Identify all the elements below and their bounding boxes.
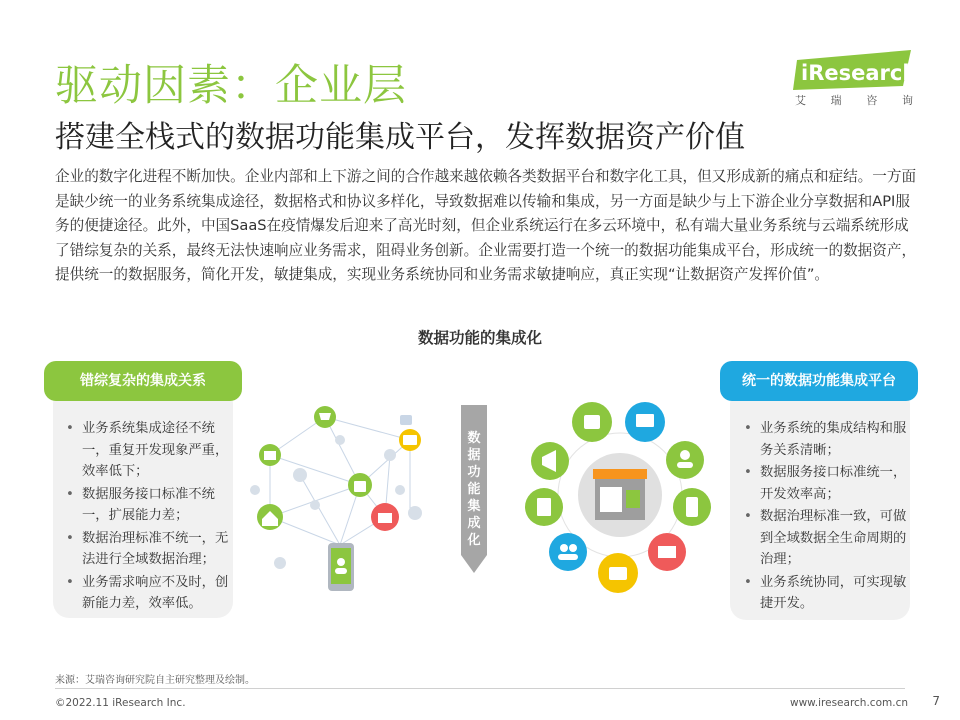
left-list bbox=[62, 418, 232, 616]
integration-ring-illustration bbox=[520, 395, 720, 595]
network-illustration bbox=[240, 395, 430, 595]
logo-cn: 艾 瑞 咨 询 bbox=[795, 94, 913, 107]
logo-text: iResearch bbox=[801, 61, 918, 85]
page-subtitle: 搭建全栈式的数据功能集成平台，发挥数据资产价值 bbox=[55, 120, 745, 155]
copyright: ©2022.11 iResearch Inc. bbox=[55, 697, 186, 709]
list-item: • 业务系统集成途径不统一，重复开发现象严重，效率低下； bbox=[62, 418, 232, 483]
footer-divider bbox=[55, 688, 905, 689]
right-list bbox=[740, 418, 908, 616]
list-item: • 数据服务接口标准统一，开发效率高； bbox=[740, 462, 908, 505]
right-tag: 统一的数据功能集成平台 bbox=[720, 361, 918, 401]
list-item: • 业务系统协同，可实现敏捷开发。 bbox=[740, 572, 908, 615]
list-item: • 数据治理标准不统一，无法进行全域数据治理； bbox=[62, 528, 232, 571]
people-icon bbox=[549, 533, 587, 571]
list-item: • 数据治理标准一致，可做到全域数据全生命周期的治理； bbox=[740, 506, 908, 571]
page-title: 驱动因素：企业层 bbox=[55, 61, 407, 111]
page-number: 7 bbox=[932, 694, 940, 708]
website-link[interactable]: www.iresearch.com.cn bbox=[789, 697, 908, 709]
list-item: • 业务系统的集成结构和服务关系清晰； bbox=[740, 418, 908, 461]
source-note: 来源：艾瑞咨询研究院自主研究整理及绘制。 bbox=[55, 675, 255, 686]
diagram-title: 数据功能的集成化 bbox=[417, 329, 542, 347]
arrow-label: 数 据 功 能 集 成 化 bbox=[467, 431, 481, 548]
body-paragraph: 企业的数字化进程不断加快。企业内部和上下游之间的合作越来越依赖各类数据平台和数字化工具，但又形成新的痛点和症结。一方面是缺少统一的业务系统集成途径，数据格式和协议多样化，导致数据难以传输和集成，另一方面是缺少与上下游企业分享数据和API服务的便捷途径。此外，中国SaaS在疫情爆发后迎来了高光时刻，但企业系统运行在多云环境中，私有端大量业务系统与云端系统形成了错综复杂的关系，最终无法快速响应业务需求，阻碍业务创新。企业需要打造一个统一的数据功能集成平台，形成统一的数据资产，提供统一的数据服务，简化开发，敏捷集成，实现业务系统协同和业务需求敏捷响应，真正实现“让数据资产发挥价值”。 bbox=[55, 168, 917, 284]
left-tag: 错综复杂的集成关系 bbox=[44, 361, 242, 401]
list-item: • 业务需求响应不及时，创新能力差，效率低。 bbox=[62, 572, 232, 615]
list-item: • 数据服务接口标准不统一，扩展能力差； bbox=[62, 484, 232, 527]
like-icon bbox=[400, 415, 412, 425]
